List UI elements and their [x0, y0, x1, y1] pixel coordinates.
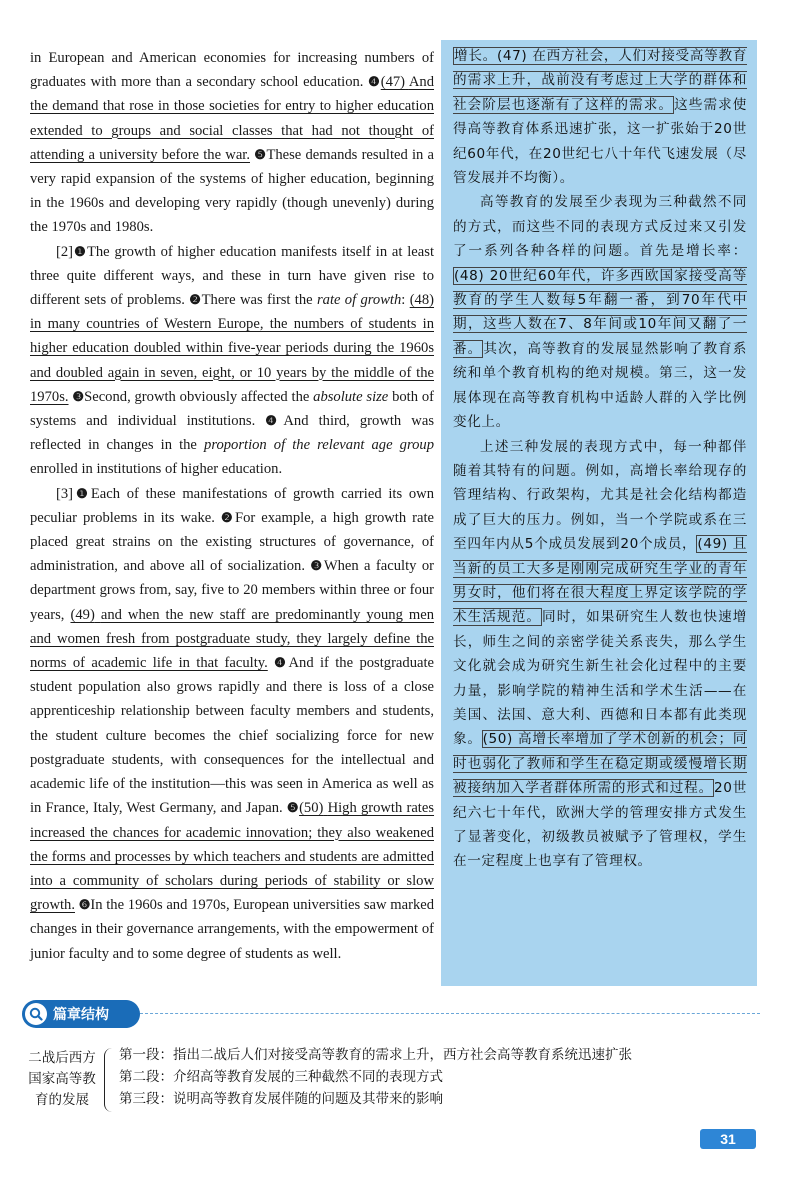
sentence-number: ❹: [274, 655, 289, 671]
text-segment: Second, growth obviously affected the: [84, 388, 310, 405]
text-segment: In the 1960s and 1970s, European universities saw marked changes in their governance arrangements, with the empowerment of junior faculty and to some degree of students as well.: [30, 897, 435, 962]
question-number: (48): [409, 292, 435, 309]
translation-text: 其次，高等教育的发展显然影响了教育系统和单个教育机构的绝对规模。第三，这一发展体现在高等教育机构中适龄人群的入学比例变化上。: [453, 340, 747, 431]
structure-item: 第二段：介绍高等教育发展的三种截然不同的表现方式: [119, 1069, 443, 1085]
paragraph-marker: [2]: [56, 243, 74, 260]
sentence-number: ❹: [265, 413, 284, 429]
sentence-number: ❷: [189, 292, 202, 308]
sentence-number: ❷: [220, 509, 235, 525]
underlined-text: in many countries of Western Europe, the numbers of students in higher education doubled within five-year periods during the 1960s and doubled again in seven, eight, or 10 years by the middle of the 1970s.: [30, 316, 434, 405]
translation-text: 这些需求使得高等教育体系迅速扩张，这一扩张始于20世纪60年代，在20世纪七八十年代飞速发展（尽管发展并不均衡）。: [453, 96, 747, 187]
sentence-number: ❸: [310, 558, 324, 574]
paragraph-2: [30, 240, 434, 482]
sentence-number: ❺: [286, 800, 300, 816]
italic-term: proportion of the relevant age group: [204, 437, 434, 454]
sentence-number: ❻: [78, 897, 91, 913]
question-number: (49): [70, 606, 95, 623]
text-segment: in European and American economies for increasing numbers of graduates with more than a secondary school education.: [30, 50, 434, 91]
sentence-number: ❶: [73, 243, 87, 259]
boxed-translation-47: 增长。(47) 在西方社会，人们对接受高等教育的需求上升，战前没有考虑过上大学的群体和社会阶层也逐渐有了这样的需求。: [453, 48, 747, 113]
text-segment: And if the postgraduate student population also grows rapidly and there is loss of a close apprenticeship relationship between faculty members and students, the student culture becomes the chief socializing force for new postgraduate students, with consequences for the intellectual and academic life of the institution—this was seen in America as well as in France, Italy, West Germany, and Japan.: [30, 655, 435, 817]
translation-paragraph-3: [453, 435, 747, 874]
boxed-translation-48: (48) 20世纪60年代，许多西欧国家接受高等教育的学生人数每5年翻一番，到70年代中期，这些人数在7、8年间或10年间又翻了一番。: [453, 267, 747, 357]
section-divider: [140, 1013, 760, 1014]
sentence-number: ❹: [368, 74, 381, 90]
translation-text: 上述三种发展的表现方式中，每一种都伴随着其特有的问题。例如，高增长率给现存的管理结构、行政架构，尤其是社会化结构都造成了巨大的压力。例如，当一个学院或系在三至四年内从5个成员发展到20个成员，: [453, 438, 747, 553]
text-segment: When a faculty or department grows from, say, five to 20 members within three or four years,: [30, 558, 434, 623]
text-segment: enrolled in institutions of higher education.: [30, 461, 283, 478]
paragraph-1: [30, 46, 434, 240]
page-number: 31: [700, 1129, 756, 1149]
structure-item: 第一段：指出二战后人们对接受高等教育的需求上升，西方社会高等教育系统迅速扩张: [119, 1047, 632, 1063]
text-segment: And third, growth was reflected in changes in the: [30, 413, 434, 454]
text-segment: There was first the: [201, 292, 313, 309]
section-title: 篇章结构: [53, 1007, 109, 1023]
italic-term: rate of growth: [316, 292, 402, 309]
sentence-number: ❺: [254, 146, 267, 162]
italic-term: absolute size: [313, 388, 389, 405]
text-segment: The growth of higher education manifests itself in at least three quite different ways, and these in turn have given rise to different sets of problems.: [30, 243, 434, 309]
translation-paragraph-1: [453, 44, 747, 190]
boxed-translation-50: (50) 高增长率增加了学术创新的机会；同时也弱化了教师和学生在稳定期或缓慢增长期被接纳加入学者群体所需的形式和过程。: [453, 731, 748, 797]
magnifier-icon: [25, 1003, 47, 1025]
underlined-text: High growth rates increased the chances for academic innovation; they also weakened the forms and processes by which teachers and students are admitted into a community of scholars during periods of stability or slow growth.: [30, 800, 435, 914]
brace-divider: [104, 1048, 115, 1112]
passage-structure: [24, 1044, 632, 1112]
text-segment: Each of these manifestations of growth carried its own peculiar problems in its wake.: [30, 485, 434, 526]
structure-topic: 二战后西方国家高等教育的发展: [28, 1050, 96, 1108]
question-number: (47): [380, 74, 406, 91]
sentence-number: ❶: [73, 485, 91, 501]
paragraph-3: [30, 482, 434, 966]
text-segment: both of systems and individual institutions.: [30, 388, 434, 430]
structure-items: [119, 1044, 632, 1112]
chinese-translation-panel: [441, 40, 757, 986]
text-segment: These demands resulted in a very rapid expansion of the systems of higher education, beginning in the 1960s and developing very rapidly (though unevenly) during the 1970s and 1980s.: [30, 146, 435, 236]
boxed-translation-49: (49) 且当新的员工大多是刚刚完成研究生学业的青年男女时，他们将在很大程度上界定该学院的学术生活规范。: [453, 536, 748, 626]
underlined-text: And the demand that rose in those societies for entry to higher education extended to groups and social classes that had not thought of attending a university before the war.: [30, 74, 435, 163]
section-title-badge: [22, 1000, 140, 1028]
question-number: (50): [299, 800, 324, 817]
translation-text: 20世纪六七十年代，欧洲大学的管理安排方式发生了显著变化，初级教员被赋予了管理权，学生在一定程度上也享有了管理权。: [453, 780, 747, 870]
translation-paragraph-2: [453, 190, 747, 434]
text-segment: For example, a high growth rate placed great strains on the existing structures of governance, of administration, and above all of socialization.: [30, 509, 435, 575]
text-segment: :: [401, 292, 406, 309]
translation-text: 同时，如果研究生人数也快速增长，师生之间的亲密学徒关系丧失，那么学生文化就会成为研究生新生社会化过程中的主要力量，影响学院的精神生活和学术生活——在美国、法国、意大利、西德和日本都有此类现象。: [453, 609, 747, 748]
structure-item: 第三段：说明高等教育发展伴随的问题及其带来的影响: [119, 1091, 443, 1107]
paragraph-marker: [3]: [56, 485, 74, 502]
underlined-text: and when the new staff are predominantly young men and women fresh from postgraduate study, they largely define the norms of academic life in that faculty.: [30, 606, 435, 672]
english-passage: [30, 46, 434, 966]
sentence-number: ❸: [72, 388, 85, 404]
translation-text: 高等教育的发展至少表现为三种截然不同的方式，而这些不同的表现方式反过来又引发了一系列各种各样的问题。首先是增长率：: [453, 194, 747, 260]
